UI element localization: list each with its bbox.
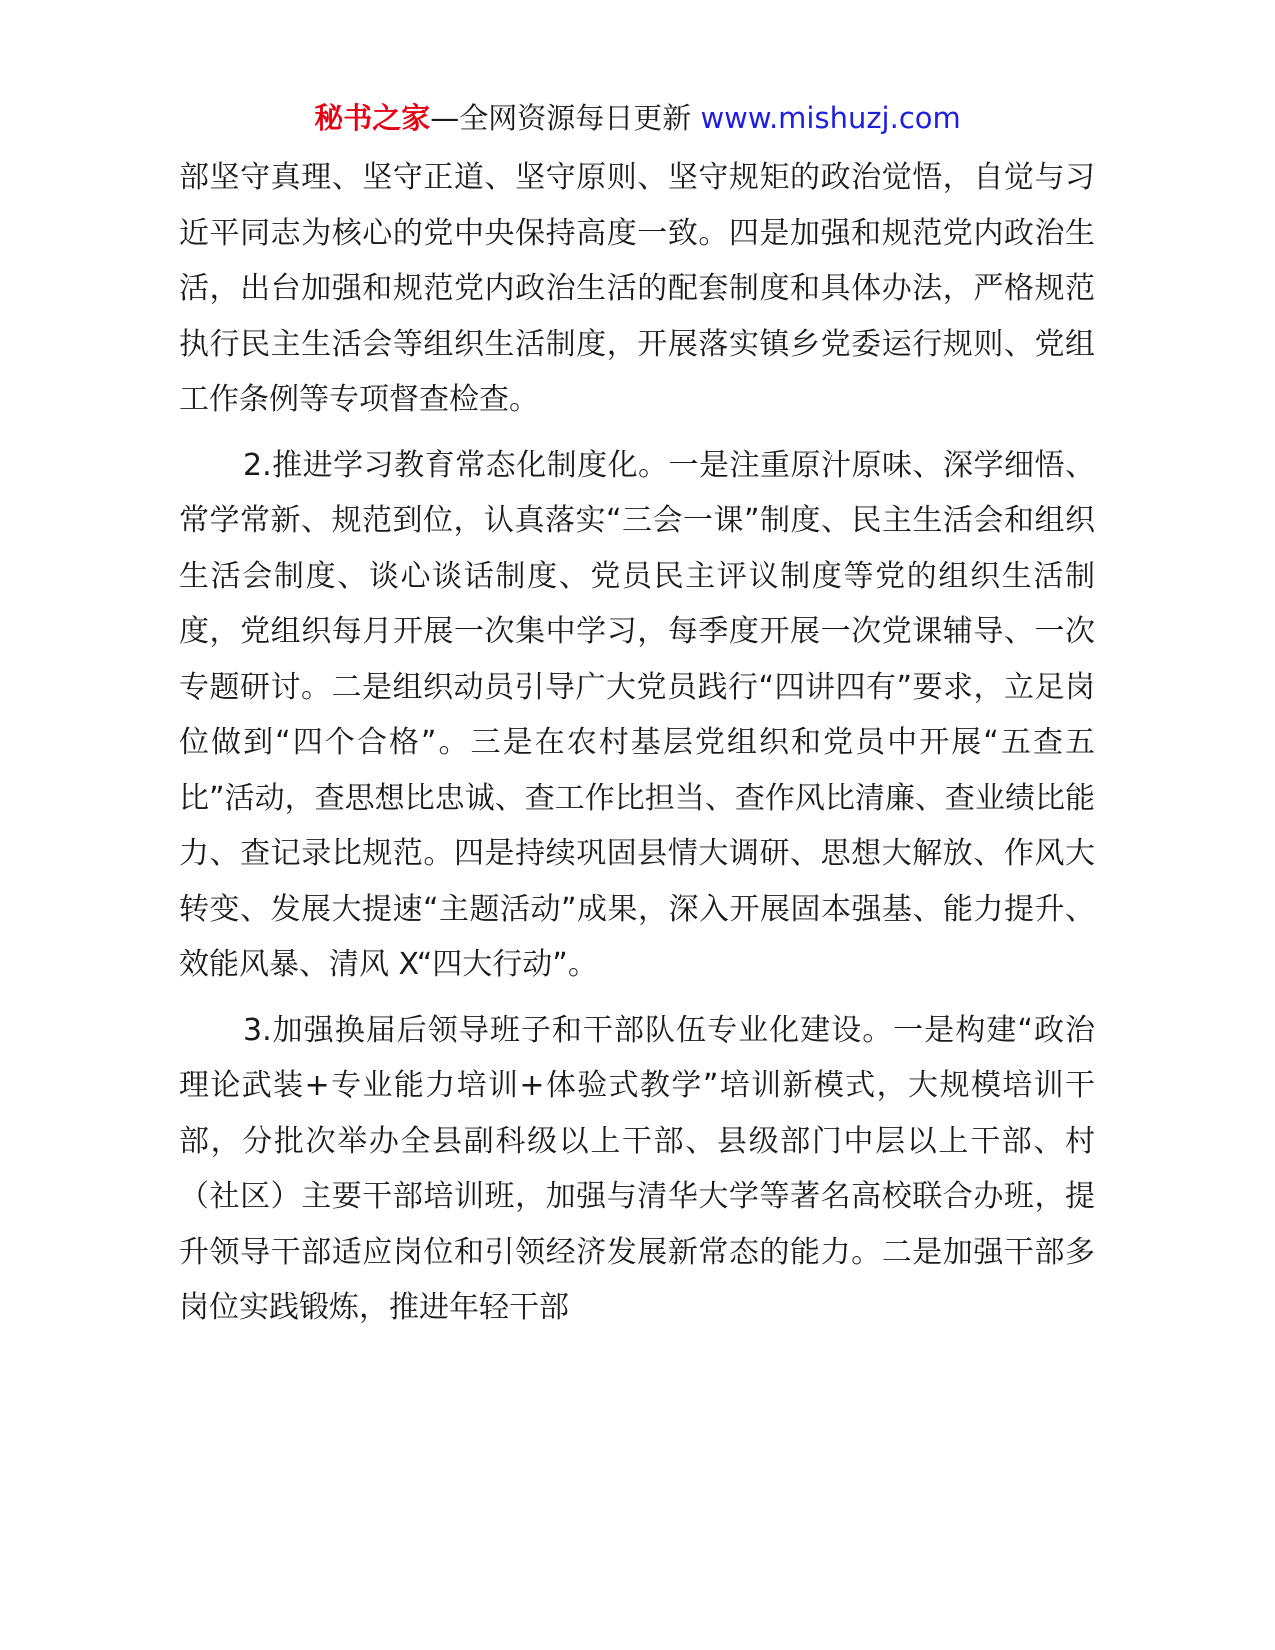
document-body [179, 150, 1095, 1336]
continuation-paragraph: 部坚守真理、坚守正道、坚守原则、坚守规矩的政治觉悟，自觉与习近平同志为核心的党中央保持高度一致。四是加强和规范党内政治生活，出台加强和规范党内政治生活的配套制度和具体办法，严格规范执行民主生活会等组织生活制度，开展落实镇乡党委运行规则、党组工作条例等专项督查检查。 [179, 160, 1095, 417]
paragraph-3: 3.加强换届后领导班子和干部队伍专业化建设。一是构建“政治理论武装+专业能力培训+体验式教学”培训新模式，大规模培训干部，分批次举办全县副科级以上干部、县级部门中层以上干部、村（社区）主要干部培训班，加强与清华大学等著名高校联合办班，提升领导干部适应岗位和引领经济发展新常态的能力。二是加强干部多岗位实践锻炼，推进年轻干部 [179, 1012, 1095, 1325]
site-header [0, 98, 1275, 138]
site-url[interactable]: www.mishuzj.com [700, 101, 961, 135]
site-tagline: —全网资源每日更新 [430, 101, 692, 135]
paragraph-2: 2.推进学习教育常态化制度化。一是注重原汁原味、深学细悟、常学常新、规范到位，认真落实“三会一课”制度、民主生活会和组织生活会制度、谈心谈话制度、党员民主评议制度等党的组织生活制度，党组织每月开展一次集中学习，每季度开展一次党课辅导、一次专题研讨。二是组织动员引导广大党员践行“四讲四有”要求，立足岗位做到“四个合格”。三是在农村基层党组织和党员中开展“五查五比”活动，查思想比忠诚、查工作比担当、查作风比清廉、查业绩比能力、查记录比规范。四是持续巩固县情大调研、思想大解放、作风大转变、发展大提速“主题活动”成果，深入开展固本强基、能力提升、效能风暴、清风 X“四大行动”。 [179, 447, 1095, 982]
site-brand: 秘书之家 [314, 101, 431, 135]
